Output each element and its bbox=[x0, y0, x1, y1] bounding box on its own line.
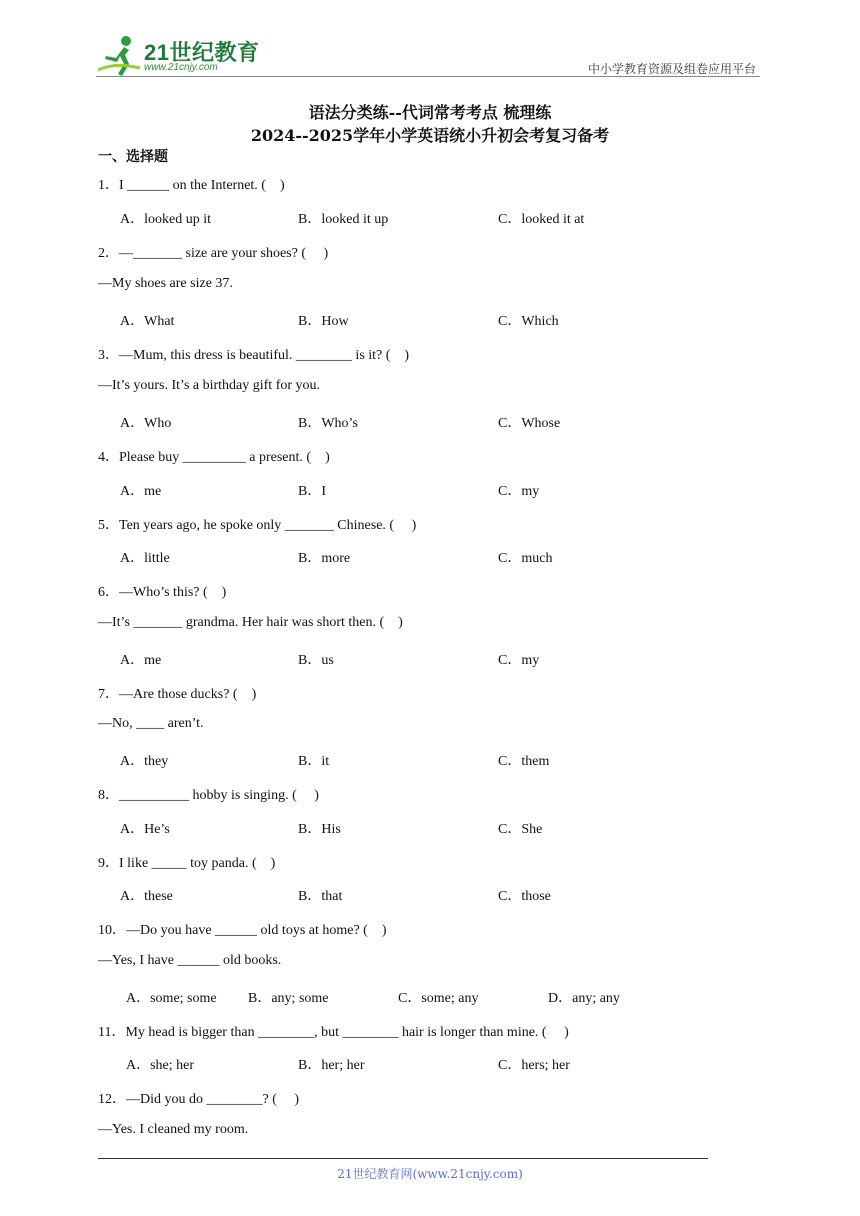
question-4: 4．Please buy _________ a present. ( ) bbox=[98, 450, 330, 465]
question-10: 10．—Do you have ______ old toys at home? ( ) bbox=[98, 923, 387, 938]
platform-name: 中小学教育资源及组卷应用平台 bbox=[587, 62, 756, 76]
option-a: A．looked up it bbox=[120, 212, 211, 227]
document-title: 语法分类练--代词常考考点 梳理练 bbox=[308, 103, 552, 122]
option-b: B．more bbox=[298, 551, 351, 566]
question-7: 7．—Are those ducks? ( ) bbox=[98, 687, 257, 702]
header-divider bbox=[96, 76, 760, 77]
option-c: C．Whose bbox=[498, 416, 561, 431]
option-a: A．they bbox=[120, 754, 169, 769]
option-c: C．looked it at bbox=[498, 212, 585, 227]
question-1: 1．I ______ on the Internet. ( ) bbox=[98, 178, 285, 193]
option-c: C．hers; her bbox=[498, 1058, 570, 1073]
option-a: A．He’s bbox=[120, 822, 170, 837]
option-b: B．her; her bbox=[298, 1058, 365, 1073]
question-9: 9．I like _____ toy panda. ( ) bbox=[98, 856, 276, 871]
question-12: 12．—Did you do ________? ( ) bbox=[98, 1092, 300, 1107]
question-2-reply: —My shoes are size 37. bbox=[98, 276, 233, 291]
question-6: 6．—Who’s this? ( ) bbox=[98, 585, 227, 600]
option-b: B．any; some bbox=[248, 991, 329, 1006]
option-a: A．me bbox=[120, 484, 162, 499]
runner-logo-icon bbox=[96, 34, 142, 78]
question-3-reply: —It’s yours. It’s a birthday gift for you. bbox=[98, 378, 321, 393]
option-b: B．Who’s bbox=[298, 416, 358, 431]
option-b: B．looked it up bbox=[298, 212, 389, 227]
footer-link[interactable]: 21世纪教育网(www.21cnjy.com) bbox=[337, 1167, 523, 1181]
option-a: A．these bbox=[120, 889, 173, 904]
option-a: A．What bbox=[120, 314, 175, 329]
question-5: 5．Ten years ago, he spoke only _______ Chinese. ( ) bbox=[98, 518, 417, 533]
logo-text: 21世纪教育 bbox=[144, 40, 260, 65]
option-b: B．us bbox=[298, 653, 334, 668]
option-a: A．little bbox=[120, 551, 170, 566]
question-8: 8．__________ hobby is singing. ( ) bbox=[98, 788, 319, 803]
footer-divider bbox=[98, 1158, 708, 1159]
option-b: B．that bbox=[298, 889, 343, 904]
site-logo bbox=[96, 34, 266, 78]
question-10-reply: —Yes, I have ______ old books. bbox=[98, 953, 282, 968]
page-header bbox=[96, 34, 760, 80]
option-c: C．them bbox=[498, 754, 550, 769]
option-a: A．some; some bbox=[126, 991, 217, 1006]
logo-url: www.21cnjy.com bbox=[144, 62, 218, 73]
question-12-reply: —Yes. I cleaned my room. bbox=[98, 1122, 249, 1137]
question-11: 11．My head is bigger than ________, but ________ hair is longer than mine. ( ) bbox=[98, 1025, 569, 1040]
option-b: B．I bbox=[298, 484, 326, 499]
option-c: C．much bbox=[498, 551, 553, 566]
option-b: B．it bbox=[298, 754, 330, 769]
section-title: 一、选择题 bbox=[98, 149, 168, 165]
option-b: B．How bbox=[298, 314, 349, 329]
question-7-reply: —No, ____ aren’t. bbox=[98, 716, 204, 731]
option-a: A．Who bbox=[120, 416, 172, 431]
option-a: A．she; her bbox=[126, 1058, 195, 1073]
option-c: C．my bbox=[498, 653, 540, 668]
option-b: B．His bbox=[298, 822, 341, 837]
option-c: C．some; any bbox=[398, 991, 479, 1006]
question-3: 3．—Mum, this dress is beautiful. ________ is it? ( ) bbox=[98, 348, 410, 363]
option-c: C．She bbox=[498, 822, 543, 837]
question-2: 2．—_______ size are your shoes? ( ) bbox=[98, 246, 329, 261]
option-d: D．any; any bbox=[548, 991, 620, 1006]
document-subtitle: 2024--2025学年小学英语统小升初会考复习备考 bbox=[250, 126, 610, 145]
option-c: C．my bbox=[498, 484, 540, 499]
question-6-reply: —It’s _______ grandma. Her hair was short then. ( ) bbox=[98, 615, 403, 630]
option-c: C．those bbox=[498, 889, 551, 904]
option-c: C．Which bbox=[498, 314, 559, 329]
option-a: A．me bbox=[120, 653, 162, 668]
